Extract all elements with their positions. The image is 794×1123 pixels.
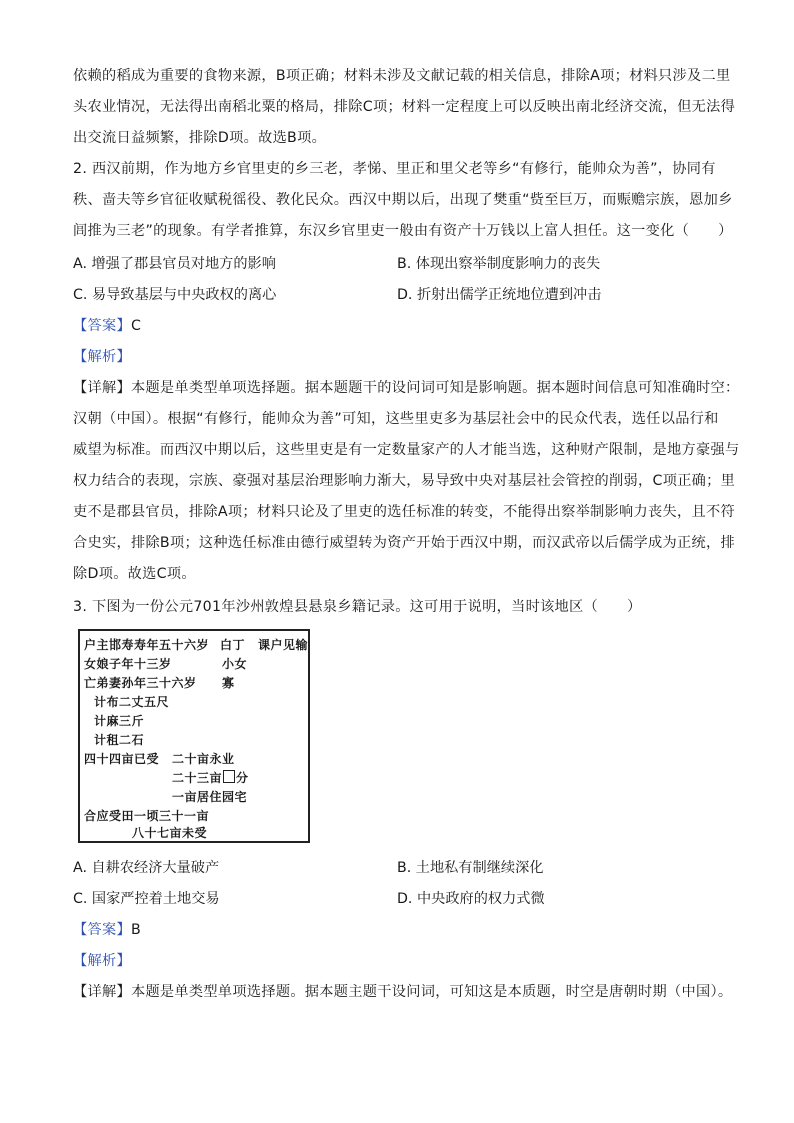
q3-detail-line-1 — [73, 982, 733, 1002]
q2-detail-line-2: 汉朝（中国）。根据“有修行，能帅众为善”可知，这些里吏多为基层社会中的民众代表，选任以品行和 — [73, 411, 719, 427]
prev-explanation-line-2: 头农业情况，无法得出南稻北粟的格局，排除C项；材料一定程度上可以反映出南北经济交流，但无法得 — [73, 99, 736, 115]
q3-answer — [73, 920, 733, 940]
prev-explanation-line-3: 出交流日益频繁，排除D项。故选B项。 — [73, 130, 327, 146]
q2-option-c: C. 易导致基层与中央政权的离心 — [73, 287, 277, 303]
q2-answer-label: 【答案】 — [73, 318, 131, 334]
q2-answer — [73, 316, 733, 336]
doc-row-7-permanent: 二十亩永业 — [172, 752, 235, 766]
q2-detail-line-7: 除D项。故选C项。 — [73, 566, 196, 582]
q2-answer-value: C — [130, 318, 142, 334]
doc-row-2-status: 小女 — [222, 657, 248, 671]
doc-row-8 — [172, 770, 249, 786]
q2-stem-line-1: 2. 西汉前期，作为地方乡官里吏的乡三老，孝悌、里正和里父老等乡“有修行，能帅众为善”，协同有 — [73, 161, 716, 177]
q2-analysis-tag: 【解析】 — [73, 349, 131, 365]
doc-row-1-tax: 课户见输 — [258, 638, 309, 652]
prev-explanation-line-1: 依赖的稻成为重要的食物来源，B项正确；材料未涉及文献记载的相关信息，排除A项；材料只涉及二里 — [73, 68, 731, 84]
q3-detail-label: 【详解】 — [73, 984, 131, 1000]
q2-option-a: A. 增强了郡县官员对地方的影响 — [73, 256, 276, 272]
doc-row-3-status: 寡 — [222, 676, 235, 690]
doc-row-7-received: 四十四亩已受 — [84, 752, 160, 766]
household-register-figure — [78, 629, 310, 843]
q3-answer-value: B — [130, 922, 141, 938]
doc-row-1-name: 户主邯寿寿年五十六岁 — [84, 638, 210, 652]
q2-detail-line-5: 吏不是郡县官员，排除A项；材料只论及了里吏的选任标准的转变，不能得出察举制影响力丧失，且不符 — [73, 504, 735, 520]
q2-detail-line-1 — [73, 378, 740, 398]
doc-row-10: 合应受田一顷三十一亩 — [84, 809, 210, 823]
doc-row-2-name: 女娘子年十三岁 — [84, 657, 172, 671]
q3-detail-text-1: 本题是单类型单项选择题。据本题主题干设问词，可知这是本质题，时空是唐朝时期（中国）。 — [130, 984, 733, 1000]
q3-answer-label: 【答案】 — [73, 922, 131, 938]
q3-analysis-tag: 【解析】 — [73, 953, 131, 969]
doc-row-8-text: 二十三亩 — [172, 771, 223, 785]
doc-row-3-name: 亡弟妻孙年三十六岁 — [84, 676, 197, 690]
q2-detail-label: 【详解】 — [73, 380, 131, 396]
q2-option-b: B. 体现出察举制度影响力的丧失 — [397, 256, 601, 272]
doc-row-1-status: 白丁 — [220, 638, 246, 652]
doc-row-8-suffix: 分 — [236, 771, 249, 785]
doc-row-9: 一亩居住园宅 — [172, 790, 248, 804]
q2-detail-line-6: 合史实，排除B项；这种选任标准由德行威望转为资产开始于西汉中期，而汉武帝以后儒学成为正统，排 — [73, 535, 735, 551]
q3-option-d: D. 中央政府的权力式微 — [397, 891, 545, 907]
q2-detail-line-3: 威望为标准。而西汉中期以后，这些里吏是有一定数量家产的人才能当选，这种财产限制，是地方豪强与 — [73, 442, 740, 458]
doc-row-4: 计布二丈五尺 — [94, 695, 170, 709]
q3-stem: 3. 下图为一份公元701年沙州敦煌县悬泉乡籍记录。这可用于说明，当时该地区（ ） — [73, 599, 642, 615]
doc-row-6: 计租二石 — [94, 733, 145, 747]
q2-detail-text-1: 本题是单类型单项选择题。据本题题干的设问词可知是影响题。据本题时间信息可知准确时空： — [130, 380, 740, 396]
missing-character-box — [223, 770, 235, 783]
q2-analysis-label — [73, 347, 733, 367]
q3-option-a: A. 自耕农经济大量破产 — [73, 860, 220, 876]
q2-stem-line-3: 闾推为三老”的现象。有学者推算，东汉乡官里吏一般由有资产十万钱以上富人担任。这一变化（ ） — [73, 223, 733, 239]
q2-detail-line-4: 权力结合的表现，宗族、豪强对基层治理影响力渐大，易导致中央对基层社会管控的削弱，C项正确；里 — [73, 473, 736, 489]
doc-row-11: 八十七亩未受 — [132, 826, 208, 840]
q2-stem-line-2: 秩、啬夫等乡官征收赋税徭役、教化民众。西汉中期以后，出现了樊重“赀至巨万，而赈赡宗族，恩加乡 — [73, 192, 733, 208]
q3-option-b: B. 土地私有制继续深化 — [397, 860, 544, 876]
q2-option-d: D. 折射出儒学正统地位遭到冲击 — [397, 287, 602, 303]
q3-analysis-label — [73, 951, 733, 971]
q3-option-c: C. 国家严控着土地交易 — [73, 891, 220, 907]
doc-row-5: 计麻三斤 — [94, 714, 145, 728]
